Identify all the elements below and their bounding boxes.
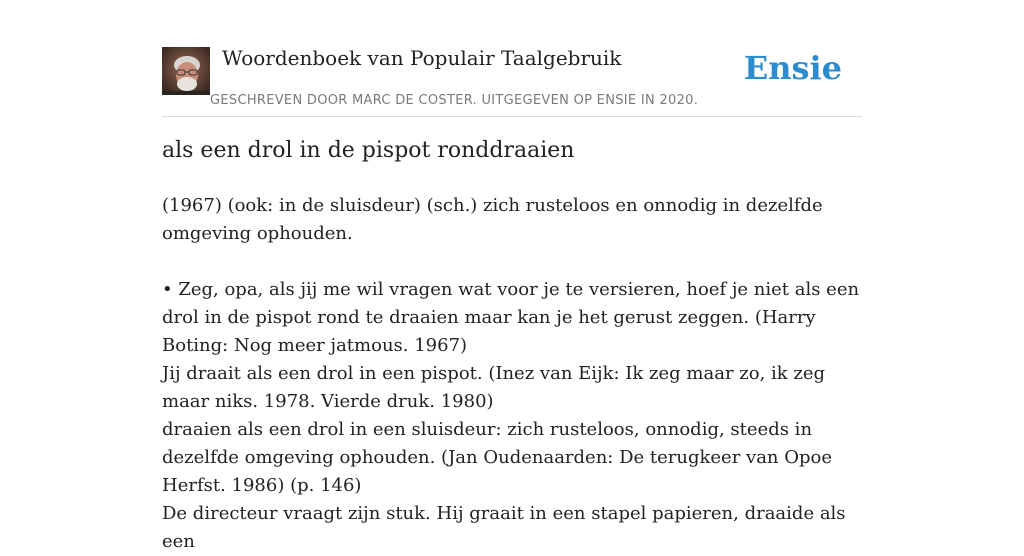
entry-quote: De directeur vraagt zijn stuk. Hij graait in een stapel papieren, draaide als een xyxy=(162,503,846,552)
author-byline: GESCHREVEN DOOR MARC DE COSTER. UITGEGEVEN OP ENSIE IN 2020. xyxy=(210,93,699,108)
entry-quote: Jij draait als een drol in een pispot. (Inez van Eijk: Ik zeg maar zo, ik zeg maar niks. 1978. Vierde druk. 1980) xyxy=(162,363,826,412)
author-photo xyxy=(162,47,210,95)
entry-title: als een drol in de pispot ronddraaien xyxy=(162,138,575,163)
book-title[interactable]: Woordenboek van Populair Taalgebruik xyxy=(222,46,622,70)
author-avatar[interactable] xyxy=(162,47,210,95)
dictionary-header xyxy=(162,44,862,117)
entry-quote: draaien als een drol in een sluisdeur: zich rusteloos, onnodig, steeds in dezelfde omgeving ophouden. (Jan Oudenaarden: De terugkeer van Opoe Herfst. 1986) (p. 146) xyxy=(162,419,833,496)
ensie-logo[interactable]: Ensie xyxy=(743,49,842,87)
entry-quote: • Zeg, opa, als jij me wil vragen wat voor je te versieren, hoef je niet als een drol in de pispot rond te draaien maar kan je het gerust zeggen. (Harry Boting: Nog meer jatmous. 1967) xyxy=(162,279,860,356)
entry-body xyxy=(162,192,862,556)
entry-definition: (1967) (ook: in de sluisdeur) (sch.) zich rusteloos en onnodig in dezelfde omgeving ophouden. xyxy=(162,195,823,244)
